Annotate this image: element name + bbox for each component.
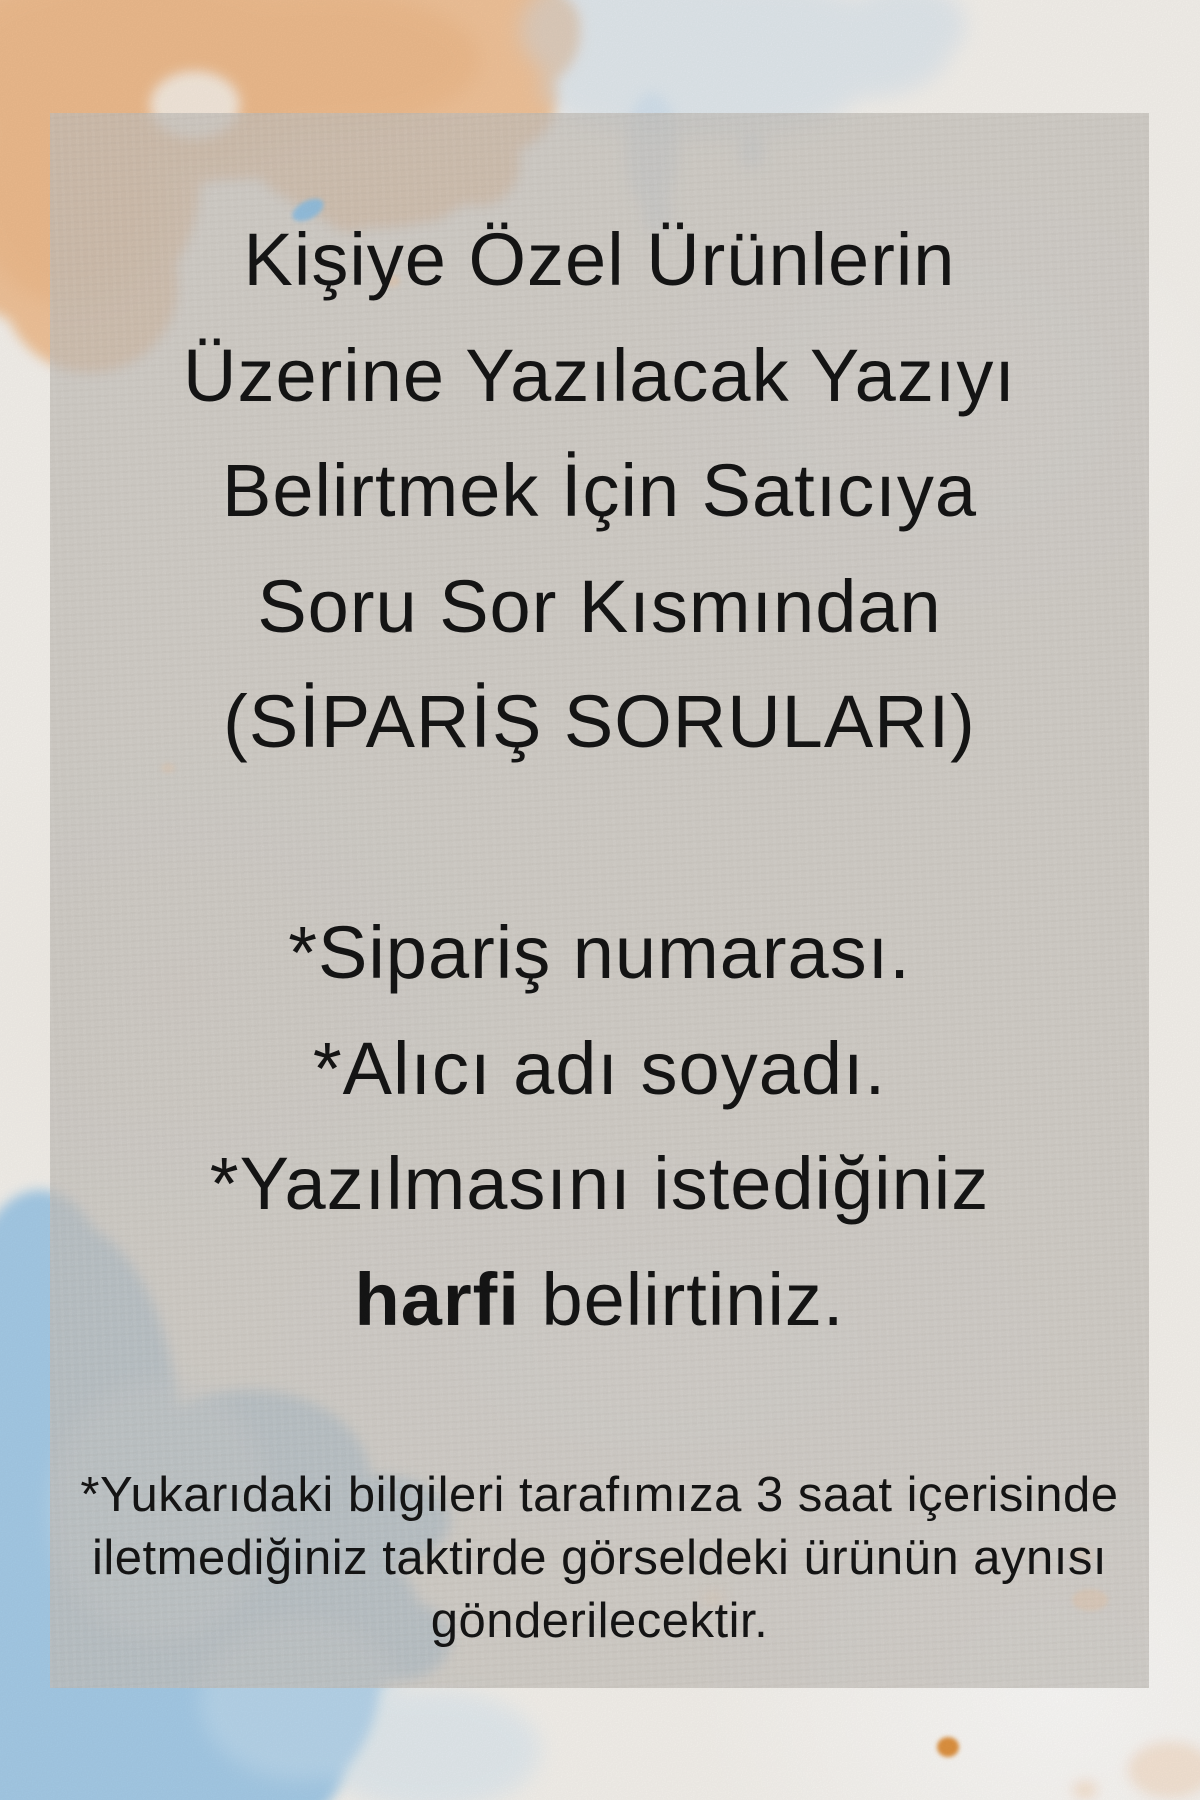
footer-line: *Yukarıdaki bilgileri tarafımıza 3 saat içerisinde (80, 1468, 1119, 1522)
notice-heading-line: Soru Sor Kısmından (257, 564, 942, 648)
notice-bullet-line: *Sipariş numarası. (288, 911, 911, 994)
footer-line: iletmediğiniz taktirde görseldeki ürünün aynısı (92, 1531, 1107, 1585)
emphasis-rest: belirtiniz. (519, 1257, 845, 1341)
notice-heading-line: Kişiye Özel Ürünlerin (243, 218, 956, 301)
notice-heading-line: (SİPARİŞ SORULARI) (223, 680, 976, 763)
notice-heading-line: Belirtmek İçin Satıcıya (221, 449, 977, 532)
footer-line: gönderilecektir. (430, 1594, 769, 1648)
emphasis-bold-word: harfi (354, 1257, 520, 1341)
footer-note (50, 1464, 1149, 1653)
notice-text (50, 202, 1149, 1357)
notice-bullet-line: *Alıcı adı soyadı. (312, 1026, 887, 1110)
blank-line (50, 780, 1149, 896)
notice-bullet-line: *Yazılmasını istediğiniz (209, 1142, 990, 1225)
notice-emphasis-line (50, 1242, 1149, 1358)
orange-dot (937, 1737, 959, 1757)
notice-heading-line: Üzerine Yazılacak Yazıyı (183, 333, 1016, 417)
